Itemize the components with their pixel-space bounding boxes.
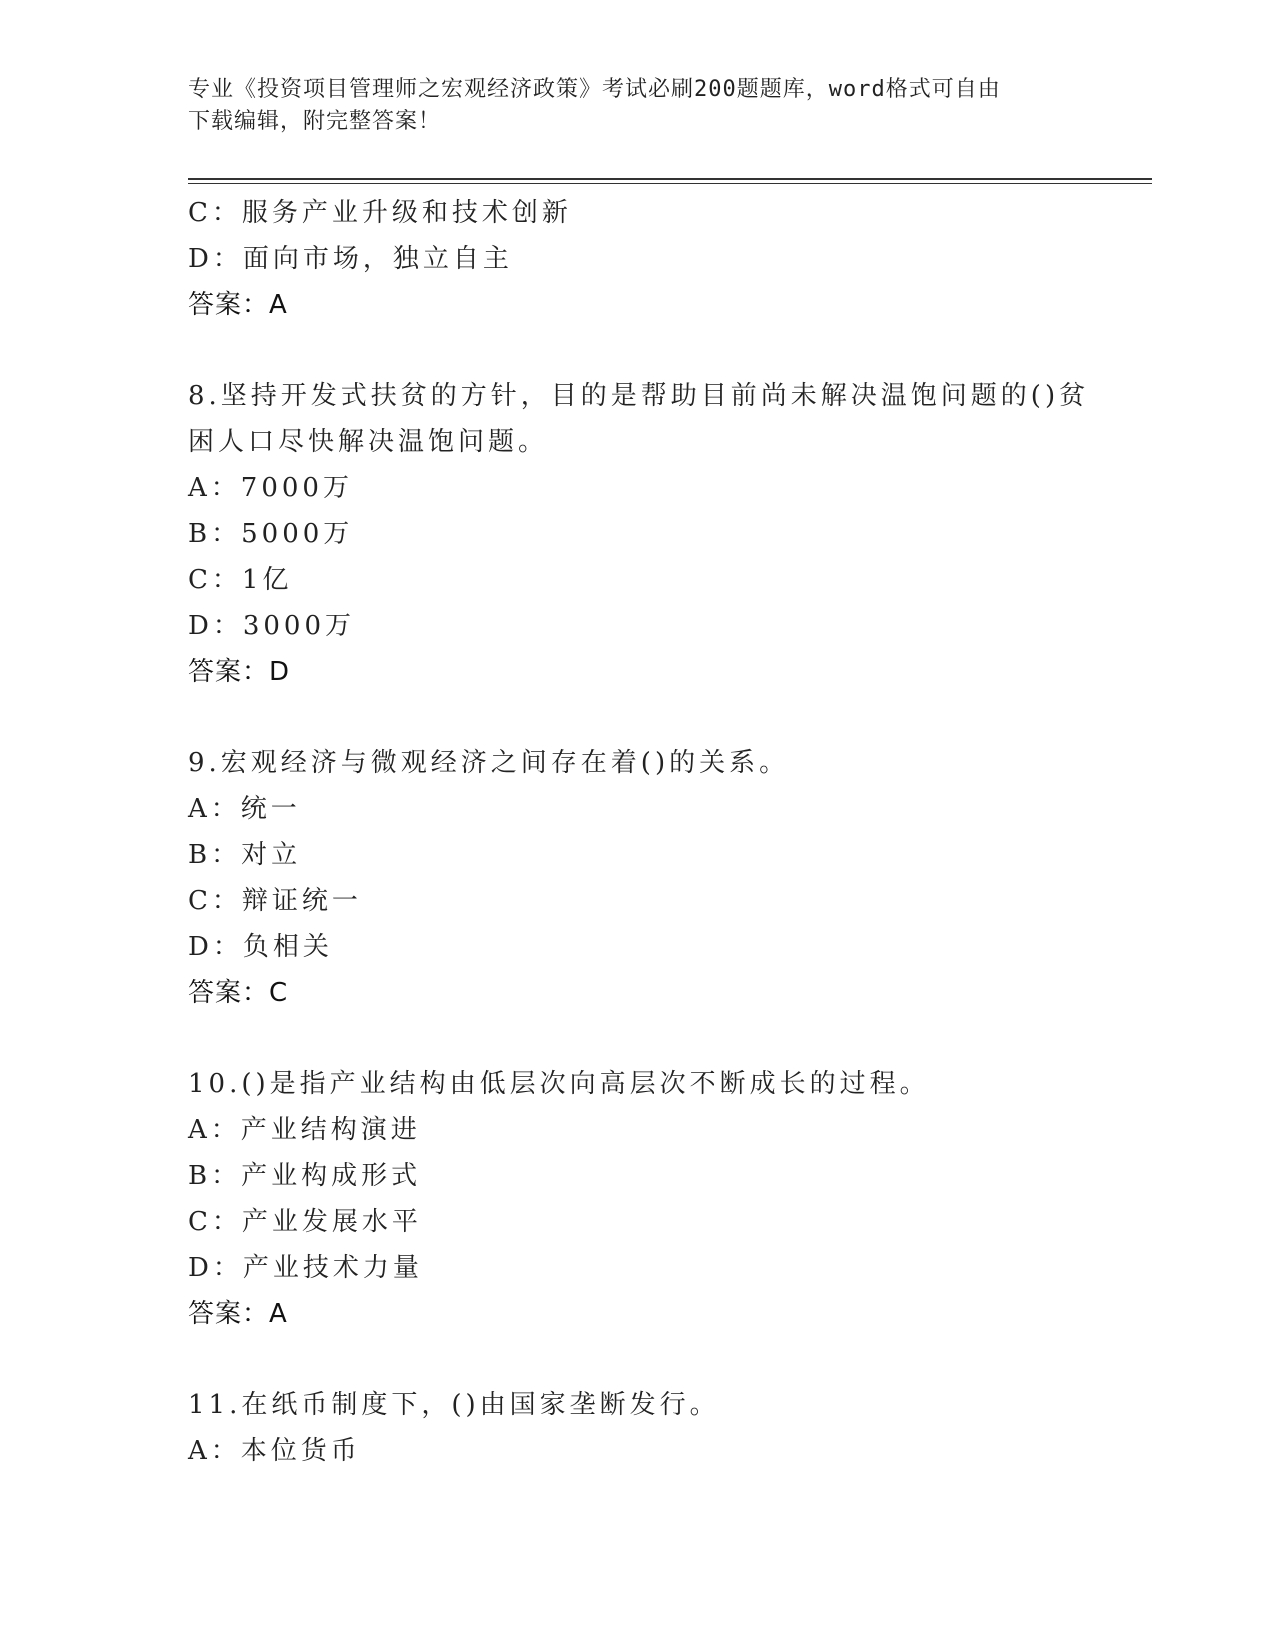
spacer: [188, 695, 1088, 740]
option-a: A：本位货币: [188, 1436, 361, 1466]
option-c: C：1亿: [188, 565, 293, 595]
previous-question-tail: [188, 190, 1088, 328]
option-c: C：产业发展水平: [188, 1207, 422, 1237]
spacer: [188, 1337, 1088, 1382]
option-c: C：服务产业升级和技术创新: [188, 198, 572, 228]
header-line-1: 专业《投资项目管理师之宏观经济政策》考试必刷200题题库，word格式可自由: [188, 77, 1001, 102]
question-stem: 10.()是指产业结构由低层次向高层次不断成长的过程。: [188, 1069, 930, 1099]
option-c: C：辩证统一: [188, 886, 362, 916]
question-10: [188, 1061, 1088, 1337]
option-a: A：7000万: [188, 473, 353, 503]
answer-line: 答案：A: [188, 1299, 288, 1329]
header-divider-thin: [188, 183, 1152, 184]
option-d: D：面向市场，独立自主: [188, 244, 513, 274]
answer-line: 答案：A: [188, 290, 288, 320]
answer-line: 答案：D: [188, 657, 291, 687]
option-d: D：产业技术力量: [188, 1253, 423, 1283]
option-b: B：5000万: [188, 519, 354, 549]
option-a: A：统一: [188, 794, 301, 824]
option-b: B：对立: [188, 840, 302, 870]
spacer: [188, 1016, 1088, 1061]
option-d: D：3000万: [188, 611, 356, 641]
question-stem: 11.在纸币制度下，()由国家垄断发行。: [188, 1390, 720, 1420]
option-a: A：产业结构演进: [188, 1115, 421, 1145]
option-b: B：产业构成形式: [188, 1161, 422, 1191]
question-stem-continued: 困人口尽快解决温饱问题。: [188, 427, 549, 457]
answer-line: 答案：C: [188, 978, 289, 1008]
document-body: [188, 190, 1088, 1474]
question-stem: 9.宏观经济与微观经济之间存在着()的关系。: [188, 748, 790, 778]
question-stem: 8.坚持开发式扶贫的方针，目的是帮助目前尚未解决温饱问题的()贫: [188, 381, 1090, 411]
spacer: [188, 328, 1088, 373]
header-divider-thick: [188, 178, 1152, 180]
header-line-2: 下载编辑，附完整答案！: [188, 109, 442, 134]
question-11: [188, 1382, 1088, 1474]
question-8: [188, 373, 1088, 695]
document-header: [188, 74, 1088, 138]
question-9: [188, 740, 1088, 1016]
option-d: D：负相关: [188, 932, 333, 962]
